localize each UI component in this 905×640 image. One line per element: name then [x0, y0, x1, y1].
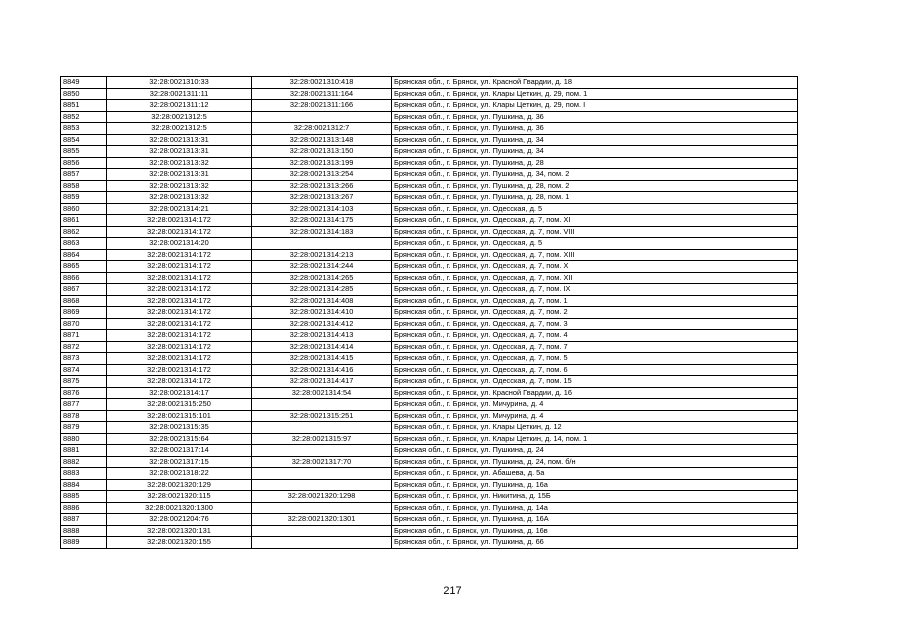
row-number-cell: 8853 [61, 123, 107, 135]
address-cell: Брянская обл., г. Брянск, ул. Одесская, д. 7, пом. VIII [392, 226, 798, 238]
address-cell: Брянская обл., г. Брянск, ул. Пушкина, д. 34 [392, 146, 798, 158]
land-cadastral-number-cell: 32:28:0021314:172 [107, 307, 252, 319]
table-row [61, 468, 798, 480]
object-cadastral-number-cell: 32:28:0021314:183 [252, 226, 392, 238]
object-cadastral-number-cell: 32:28:0021314:412 [252, 318, 392, 330]
land-cadastral-number-cell: 32:28:0021313:31 [107, 169, 252, 181]
address-cell: Брянская обл., г. Брянск, ул. Никитина, д. 15Б [392, 491, 798, 503]
address-cell: Брянская обл., г. Брянск, ул. Абашева, д. 5а [392, 468, 798, 480]
object-cadastral-number-cell: 32:28:0021320:1301 [252, 514, 392, 526]
address-cell: Брянская обл., г. Брянск, ул. Одесская, д. 5 [392, 238, 798, 250]
table-row [61, 353, 798, 365]
land-cadastral-number-cell: 32:28:0021317:15 [107, 456, 252, 468]
address-cell: Брянская обл., г. Брянск, ул. Пушкина, д. 16а [392, 479, 798, 491]
table-row [61, 215, 798, 227]
row-number-cell: 8855 [61, 146, 107, 158]
row-number-cell: 8868 [61, 295, 107, 307]
address-cell: Брянская обл., г. Брянск, ул. Пушкина, д. 28, пом. 1 [392, 192, 798, 204]
land-cadastral-number-cell: 32:28:0021313:32 [107, 157, 252, 169]
table-row [61, 134, 798, 146]
object-cadastral-number-cell: 32:28:0021314:415 [252, 353, 392, 365]
object-cadastral-number-cell: 32:28:0021311:164 [252, 88, 392, 100]
row-number-cell: 8856 [61, 157, 107, 169]
address-cell: Брянская обл., г. Брянск, ул. Красной Гвардии, д. 18 [392, 77, 798, 89]
row-number-cell: 8874 [61, 364, 107, 376]
table-row [61, 272, 798, 284]
row-number-cell: 8851 [61, 100, 107, 112]
land-cadastral-number-cell: 32:28:0021320:129 [107, 479, 252, 491]
table-row [61, 284, 798, 296]
address-cell: Брянская обл., г. Брянск, ул. Клары Цеткин, д. 14, пом. 1 [392, 433, 798, 445]
object-cadastral-number-cell: 32:28:0021314:175 [252, 215, 392, 227]
object-cadastral-number-cell: 32:28:0021314:103 [252, 203, 392, 215]
table-row [61, 249, 798, 261]
land-cadastral-number-cell: 32:28:0021315:64 [107, 433, 252, 445]
row-number-cell: 8876 [61, 387, 107, 399]
table-row [61, 226, 798, 238]
land-cadastral-number-cell: 32:28:0021314:172 [107, 341, 252, 353]
object-cadastral-number-cell: 32:28:0021314:265 [252, 272, 392, 284]
land-cadastral-number-cell: 32:28:0021317:14 [107, 445, 252, 457]
address-cell: Брянская обл., г. Брянск, ул. Одесская, д. 7, пом. XIII [392, 249, 798, 261]
table-row [61, 341, 798, 353]
object-cadastral-number-cell: 32:28:0021314:417 [252, 376, 392, 388]
table-row [61, 330, 798, 342]
object-cadastral-number-cell: 32:28:0021315:251 [252, 410, 392, 422]
object-cadastral-number-cell: 32:28:0021314:244 [252, 261, 392, 273]
land-cadastral-number-cell: 32:28:0021204:76 [107, 514, 252, 526]
table-row [61, 514, 798, 526]
table-row [61, 456, 798, 468]
row-number-cell: 8875 [61, 376, 107, 388]
address-cell: Брянская обл., г. Брянск, ул. Пушкина, д. 28, пом. 2 [392, 180, 798, 192]
table-row [61, 111, 798, 123]
object-cadastral-number-cell [252, 238, 392, 250]
object-cadastral-number-cell: 32:28:0021314:413 [252, 330, 392, 342]
land-cadastral-number-cell: 32:28:0021313:32 [107, 192, 252, 204]
table-row [61, 410, 798, 422]
object-cadastral-number-cell: 32:28:0021310:418 [252, 77, 392, 89]
address-cell: Брянская обл., г. Брянск, ул. Красной Гвардии, д. 16 [392, 387, 798, 399]
object-cadastral-number-cell: 32:28:0021313:150 [252, 146, 392, 158]
address-cell: Брянская обл., г. Брянск, ул. Пушкина, д. 28 [392, 157, 798, 169]
land-cadastral-number-cell: 32:28:0021314:172 [107, 226, 252, 238]
table-row [61, 364, 798, 376]
table-row [61, 180, 798, 192]
row-number-cell: 8872 [61, 341, 107, 353]
address-cell: Брянская обл., г. Брянск, ул. Одесская, д. 5 [392, 203, 798, 215]
address-cell: Брянская обл., г. Брянск, ул. Пушкина, д. 16А [392, 514, 798, 526]
table-row [61, 77, 798, 89]
land-cadastral-number-cell: 32:28:0021314:172 [107, 249, 252, 261]
land-cadastral-number-cell: 32:28:0021313:32 [107, 180, 252, 192]
table-row [61, 422, 798, 434]
address-cell: Брянская обл., г. Брянск, ул. Клары Цеткин, д. 12 [392, 422, 798, 434]
object-cadastral-number-cell: 32:28:0021315:97 [252, 433, 392, 445]
table-row [61, 433, 798, 445]
address-cell: Брянская обл., г. Брянск, ул. Мичурина, д. 4 [392, 399, 798, 411]
row-number-cell: 8857 [61, 169, 107, 181]
table-row [61, 100, 798, 112]
address-cell: Брянская обл., г. Брянск, ул. Одесская, д. 7, пом. 7 [392, 341, 798, 353]
row-number-cell: 8860 [61, 203, 107, 215]
row-number-cell: 8864 [61, 249, 107, 261]
land-cadastral-number-cell: 32:28:0021315:250 [107, 399, 252, 411]
object-cadastral-number-cell: 32:28:0021320:1298 [252, 491, 392, 503]
land-cadastral-number-cell: 32:28:0021314:172 [107, 376, 252, 388]
row-number-cell: 8862 [61, 226, 107, 238]
row-number-cell: 8888 [61, 525, 107, 537]
land-cadastral-number-cell: 32:28:0021315:101 [107, 410, 252, 422]
table-row [61, 192, 798, 204]
object-cadastral-number-cell: 32:28:0021313:267 [252, 192, 392, 204]
object-cadastral-number-cell [252, 525, 392, 537]
object-cadastral-number-cell: 32:28:0021313:199 [252, 157, 392, 169]
table-row [61, 525, 798, 537]
land-cadastral-number-cell: 32:28:0021314:172 [107, 215, 252, 227]
row-number-cell: 8880 [61, 433, 107, 445]
object-cadastral-number-cell: 32:28:0021314:408 [252, 295, 392, 307]
object-cadastral-number-cell: 32:28:0021311:166 [252, 100, 392, 112]
row-number-cell: 8878 [61, 410, 107, 422]
object-cadastral-number-cell [252, 445, 392, 457]
land-cadastral-number-cell: 32:28:0021314:172 [107, 353, 252, 365]
object-cadastral-number-cell [252, 111, 392, 123]
land-cadastral-number-cell: 32:28:0021318:22 [107, 468, 252, 480]
land-cadastral-number-cell: 32:28:0021314:172 [107, 295, 252, 307]
address-cell: Брянская обл., г. Брянск, ул. Одесская, д. 7, пом. 3 [392, 318, 798, 330]
land-cadastral-number-cell: 32:28:0021313:31 [107, 146, 252, 158]
object-cadastral-number-cell: 32:28:0021314:285 [252, 284, 392, 296]
page-number: 217 [443, 585, 462, 597]
row-number-cell: 8879 [61, 422, 107, 434]
row-number-cell: 8858 [61, 180, 107, 192]
land-cadastral-number-cell: 32:28:0021310:33 [107, 77, 252, 89]
object-cadastral-number-cell [252, 479, 392, 491]
table-row [61, 537, 798, 549]
table-row [61, 295, 798, 307]
address-cell: Брянская обл., г. Брянск, ул. Одесская, д. 7, пом. X [392, 261, 798, 273]
address-cell: Брянская обл., г. Брянск, ул. Пушкина, д. 14а [392, 502, 798, 514]
address-cell: Брянская обл., г. Брянск, ул. Пушкина, д. 66 [392, 537, 798, 549]
object-cadastral-number-cell: 32:28:0021317:70 [252, 456, 392, 468]
address-cell: Брянская обл., г. Брянск, ул. Клары Цеткин, д. 29, пом. 1 [392, 88, 798, 100]
table-row [61, 203, 798, 215]
land-cadastral-number-cell: 32:28:0021320:155 [107, 537, 252, 549]
address-cell: Брянская обл., г. Брянск, ул. Одесская, д. 7, пом. XI [392, 215, 798, 227]
row-number-cell: 8869 [61, 307, 107, 319]
land-cadastral-number-cell: 32:28:0021320:131 [107, 525, 252, 537]
address-cell: Брянская обл., г. Брянск, ул. Пушкина, д. 34 [392, 134, 798, 146]
land-cadastral-number-cell: 32:28:0021314:172 [107, 330, 252, 342]
land-cadastral-number-cell: 32:28:0021314:172 [107, 318, 252, 330]
row-number-cell: 8883 [61, 468, 107, 480]
row-number-cell: 8887 [61, 514, 107, 526]
object-cadastral-number-cell: 32:28:0021313:148 [252, 134, 392, 146]
land-cadastral-number-cell: 32:28:0021314:172 [107, 272, 252, 284]
table-row [61, 445, 798, 457]
address-cell: Брянская обл., г. Брянск, ул. Одесская, д. 7, пом. 5 [392, 353, 798, 365]
row-number-cell: 8863 [61, 238, 107, 250]
table-row [61, 479, 798, 491]
table-row [61, 318, 798, 330]
row-number-cell: 8852 [61, 111, 107, 123]
row-number-cell: 8873 [61, 353, 107, 365]
object-cadastral-number-cell [252, 399, 392, 411]
address-cell: Брянская обл., г. Брянск, ул. Одесская, д. 7, пом. 1 [392, 295, 798, 307]
row-number-cell: 8866 [61, 272, 107, 284]
address-cell: Брянская обл., г. Брянск, ул. Одесская, д. 7, пом. 2 [392, 307, 798, 319]
address-cell: Брянская обл., г. Брянск, ул. Пушкина, д. 24, пом. б/н [392, 456, 798, 468]
table-row [61, 387, 798, 399]
address-cell: Брянская обл., г. Брянск, ул. Пушкина, д. 24 [392, 445, 798, 457]
land-cadastral-number-cell: 32:28:0021314:20 [107, 238, 252, 250]
row-number-cell: 8884 [61, 479, 107, 491]
row-number-cell: 8850 [61, 88, 107, 100]
table-row [61, 399, 798, 411]
object-cadastral-number-cell [252, 537, 392, 549]
object-cadastral-number-cell [252, 502, 392, 514]
address-cell: Брянская обл., г. Брянск, ул. Одесская, д. 7, пом. 15 [392, 376, 798, 388]
row-number-cell: 8870 [61, 318, 107, 330]
address-cell: Брянская обл., г. Брянск, ул. Пушкина, д. 16в [392, 525, 798, 537]
table-row [61, 491, 798, 503]
address-cell: Брянская обл., г. Брянск, ул. Одесская, д. 7, пом. 6 [392, 364, 798, 376]
land-cadastral-number-cell: 32:28:0021314:172 [107, 284, 252, 296]
land-cadastral-number-cell: 32:28:0021320:1300 [107, 502, 252, 514]
table-row [61, 157, 798, 169]
land-cadastral-number-cell: 32:28:0021314:172 [107, 261, 252, 273]
register-table-body [61, 77, 798, 549]
land-cadastral-number-cell: 32:28:0021314:172 [107, 364, 252, 376]
row-number-cell: 8865 [61, 261, 107, 273]
object-cadastral-number-cell: 32:28:0021314:410 [252, 307, 392, 319]
land-cadastral-number-cell: 32:28:0021314:21 [107, 203, 252, 215]
row-number-cell: 8885 [61, 491, 107, 503]
row-number-cell: 8849 [61, 77, 107, 89]
address-cell: Брянская обл., г. Брянск, ул. Пушкина, д. 36 [392, 111, 798, 123]
table-row [61, 307, 798, 319]
object-cadastral-number-cell: 32:28:0021314:213 [252, 249, 392, 261]
table-row [61, 502, 798, 514]
address-cell: Брянская обл., г. Брянск, ул. Одесская, д. 7, пом. XII [392, 272, 798, 284]
object-cadastral-number-cell: 32:28:0021314:414 [252, 341, 392, 353]
table-row [61, 169, 798, 181]
table-row [61, 261, 798, 273]
address-cell: Брянская обл., г. Брянск, ул. Пушкина, д. 34, пом. 2 [392, 169, 798, 181]
property-register-table [60, 76, 798, 549]
object-cadastral-number-cell: 32:28:0021312:7 [252, 123, 392, 135]
object-cadastral-number-cell: 32:28:0021314:54 [252, 387, 392, 399]
table-row [61, 88, 798, 100]
land-cadastral-number-cell: 32:28:0021320:115 [107, 491, 252, 503]
table-row [61, 146, 798, 158]
address-cell: Брянская обл., г. Брянск, ул. Пушкина, д. 36 [392, 123, 798, 135]
row-number-cell: 8854 [61, 134, 107, 146]
land-cadastral-number-cell: 32:28:0021312:5 [107, 111, 252, 123]
address-cell: Брянская обл., г. Брянск, ул. Одесская, д. 7, пом. 4 [392, 330, 798, 342]
address-cell: Брянская обл., г. Брянск, ул. Одесская, д. 7, пом. IX [392, 284, 798, 296]
land-cadastral-number-cell: 32:28:0021313:31 [107, 134, 252, 146]
land-cadastral-number-cell: 32:28:0021312:5 [107, 123, 252, 135]
land-cadastral-number-cell: 32:28:0021315:35 [107, 422, 252, 434]
row-number-cell: 8861 [61, 215, 107, 227]
table-row [61, 123, 798, 135]
address-cell: Брянская обл., г. Брянск, ул. Мичурина, д. 4 [392, 410, 798, 422]
table-row [61, 238, 798, 250]
row-number-cell: 8859 [61, 192, 107, 204]
object-cadastral-number-cell: 32:28:0021314:416 [252, 364, 392, 376]
row-number-cell: 8867 [61, 284, 107, 296]
row-number-cell: 8882 [61, 456, 107, 468]
row-number-cell: 8877 [61, 399, 107, 411]
row-number-cell: 8871 [61, 330, 107, 342]
land-cadastral-number-cell: 32:28:0021311:12 [107, 100, 252, 112]
table-row [61, 376, 798, 388]
object-cadastral-number-cell [252, 422, 392, 434]
row-number-cell: 8881 [61, 445, 107, 457]
object-cadastral-number-cell: 32:28:0021313:254 [252, 169, 392, 181]
address-cell: Брянская обл., г. Брянск, ул. Клары Цеткин, д. 29, пом. I [392, 100, 798, 112]
object-cadastral-number-cell [252, 468, 392, 480]
object-cadastral-number-cell: 32:28:0021313:266 [252, 180, 392, 192]
land-cadastral-number-cell: 32:28:0021314:17 [107, 387, 252, 399]
land-cadastral-number-cell: 32:28:0021311:11 [107, 88, 252, 100]
row-number-cell: 8886 [61, 502, 107, 514]
row-number-cell: 8889 [61, 537, 107, 549]
